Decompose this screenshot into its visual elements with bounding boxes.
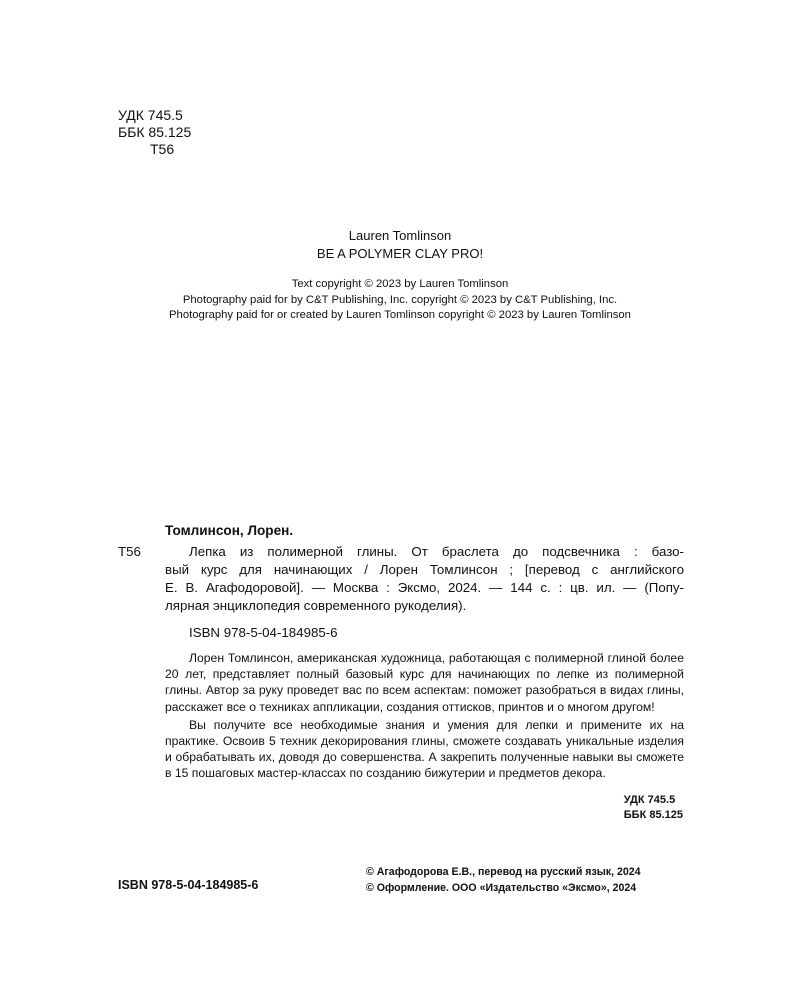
biblio-line: Е. В. Агафодоровой]. — Москва : Эксмо, 2024. — 144 с. : цв. ил. — (Попу- bbox=[165, 580, 684, 595]
annotation-paragraph: Вы получите все необходимые знания и умения для лепки и примените их на практике. Освоив 5 техник декорирования глины, сможете создавать уникальные изделия и обрабатывать их, доводя до совершенства. А закрепить полученные навыки вы сможете в 15 пошаговых мастер-классах по созданию бижутерии и предметов декора. bbox=[165, 717, 684, 781]
bibliographic-description bbox=[118, 543, 684, 615]
catalog-author-heading: Томлинсон, Лорен. bbox=[165, 523, 294, 538]
catalog-isbn: ISBN 978-5-04-184985-6 bbox=[189, 625, 338, 640]
copyright-line: Photography paid for or created by Lauren Tomlinson copyright © 2023 by Lauren Tomlinson bbox=[169, 309, 631, 321]
copyright-line: Text copyright © 2023 by Lauren Tomlinson bbox=[291, 278, 509, 290]
bbk-code: ББК 85.125 bbox=[118, 124, 192, 140]
original-title-block bbox=[0, 227, 800, 263]
catalog-udk: УДК 745.5 bbox=[623, 793, 676, 806]
catalog-card bbox=[118, 522, 684, 823]
footer-isbn: ISBN 978-5-04-184985-6 bbox=[118, 878, 259, 892]
biblio-line: лярная энциклопедия современного рукоделия). bbox=[165, 598, 467, 613]
copyright-design: © Оформление. ООО «Издательство «Эксмо», 2024 bbox=[366, 882, 637, 894]
biblio-line: Лепка из полимерной глины. От браслета до подсвечника : базо- bbox=[189, 544, 684, 559]
biblio-line: вый курс для начинающих / Лорен Томлинсон ; [перевод с английского bbox=[165, 562, 684, 577]
annotation-paragraph: Лорен Томлинсон, американская художница, работающая с полимерной глиной более 20 лет, представляет полный базовый курс для начинающих по лепке из полимерной глины. Автор за руку проведет вас по всем аспектам: поможет разобраться в видах глины, расскажет все о техниках аппликации, создания оттисков, принтов и о многом другом! bbox=[165, 651, 684, 714]
catalog-author-mark: Т56 bbox=[118, 544, 141, 559]
catalog-entry bbox=[118, 543, 684, 615]
catalog-classification bbox=[118, 793, 684, 823]
catalog-bbk: ББК 85.125 bbox=[623, 808, 683, 821]
footer-copyright-block bbox=[366, 864, 641, 896]
english-copyright-block bbox=[0, 277, 800, 324]
original-title: BE A POLYMER CLAY PRO! bbox=[316, 246, 484, 261]
annotation bbox=[118, 650, 684, 782]
author-mark: Т56 bbox=[150, 141, 175, 157]
copyright-translation: © Агафодорова Е.В., перевод на русский язык, 2024 bbox=[366, 866, 641, 878]
udk-code: УДК 745.5 bbox=[118, 107, 183, 123]
classification-block bbox=[118, 107, 191, 158]
copyright-line: Photography paid for by C&T Publishing, Inc. copyright © 2023 by C&T Publishing, Inc. bbox=[182, 293, 618, 306]
original-author: Lauren Tomlinson bbox=[348, 228, 452, 243]
